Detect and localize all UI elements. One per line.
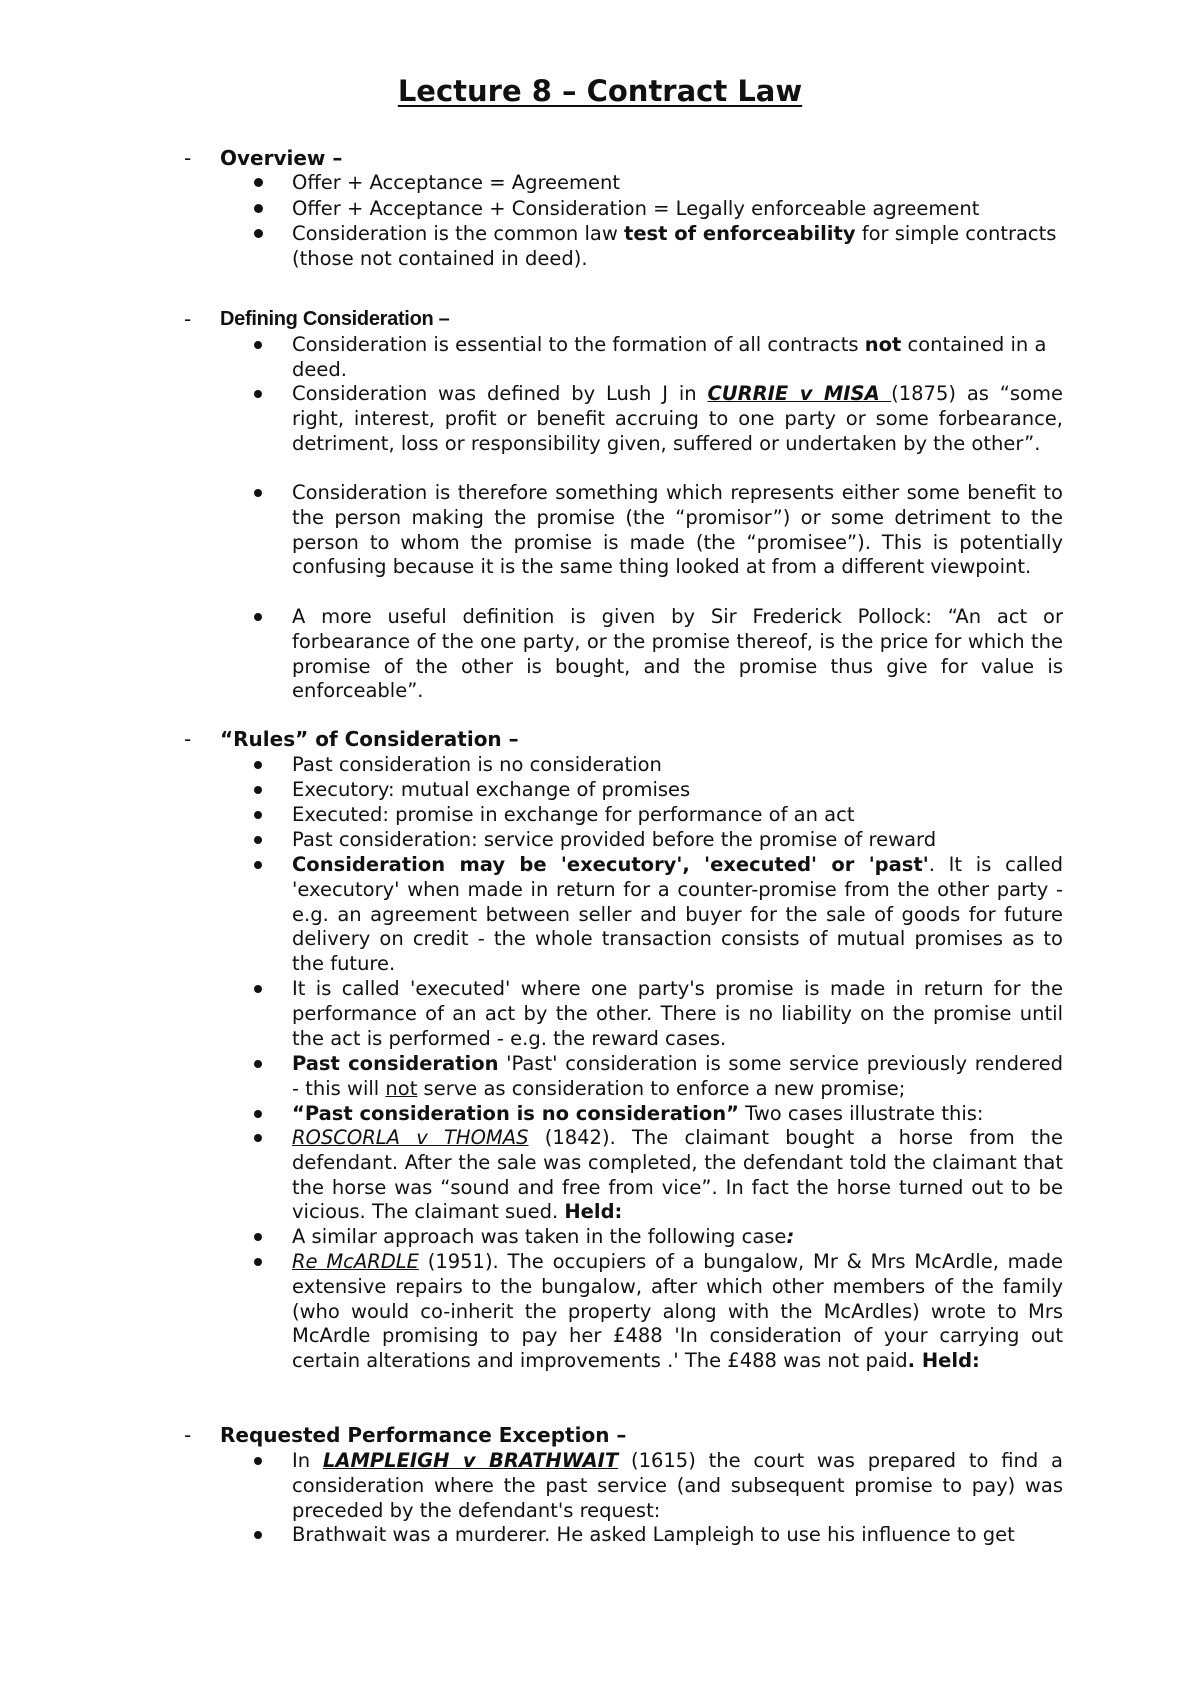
list-item: Executed: promise in exchange for performance of an act (292, 803, 1063, 828)
bullet-icon (254, 204, 263, 213)
heading-label: Overview – (220, 146, 343, 170)
list-item: Past consideration: service provided before the promise of reward (292, 828, 1063, 853)
bullet-icon (254, 1233, 262, 1241)
case-name: ROSCORLA v THOMAS (292, 1126, 529, 1149)
list-item: Re McARDLE (1951). The occupiers of a bungalow, Mr & Mrs McArdle, made extensive repairs to the bungalow, after which other members of the family (who would co-inherit the property along with the McArdles) wrote to Mrs McArdle promising to pay her £488 'In consideration of your carrying out certain alterations and improvements .' The £488 was not paid. Held: (292, 1250, 1063, 1374)
list-item: Consideration was defined by Lush J in CURRIE v MISA (1875) as “some right, interest, profit or benefit accruing to one party or some forbearance, detriment, loss or responsibility given, suffered or undertaken by the other”. (292, 382, 1063, 456)
bullet-icon (254, 1531, 262, 1539)
list-item: Consideration is therefore something which represents either some benefit to the person making the promise (the “promisor”) or some detriment to the person to whom the promise is made (the “promisee”). This is potentially confusing because it is the same thing looked at from a different viewpoint. (292, 481, 1063, 580)
list-item: A similar approach was taken in the following case: (292, 1225, 1063, 1250)
list-item: Past consideration is no consideration (292, 753, 1063, 778)
list-item: Consideration is essential to the formation of all contracts not contained in a deed. (292, 333, 1063, 383)
bullet-icon (254, 1134, 262, 1142)
bullet-icon (254, 613, 262, 621)
dash-marker: - (184, 146, 192, 170)
list-item: Consideration is the common law test of enforceability for simple contracts (those not contained in deed). (292, 222, 1063, 272)
list-item: In LAMPLEIGH v BRATHWAIT (1615) the court was prepared to find a consideration where the past service (and subsequent promise to pay) was preceded by the defendant's request: (292, 1449, 1063, 1523)
heading-label: “Rules” of Consideration – (220, 727, 519, 751)
list-item: Offer + Acceptance = Agreement (292, 171, 1063, 196)
bullet-icon (254, 489, 262, 497)
case-name: LAMPLEIGH v BRATHWAIT (322, 1449, 619, 1472)
bullet-icon (254, 811, 262, 819)
bullet-icon (254, 1110, 262, 1118)
bullet-icon (254, 178, 263, 187)
bullet-icon (254, 786, 262, 794)
heading-label: Requested Performance Exception – (220, 1423, 627, 1447)
list-item: “Past consideration is no consideration” Two cases illustrate this: (292, 1102, 1063, 1127)
bullet-icon (254, 761, 262, 769)
case-name: CURRIE v MISA (707, 382, 892, 405)
list-item: Past consideration 'Past' consideration is some service previously rendered - this will not serve as consideration to enforce a new promise; (292, 1052, 1063, 1102)
bullet-icon (254, 390, 262, 398)
list-item: Offer + Acceptance + Consideration = Legally enforceable agreement (292, 197, 1063, 222)
case-name: Re McARDLE (292, 1250, 419, 1273)
bullet-icon (254, 836, 262, 844)
bullet-icon (254, 1060, 262, 1068)
page-title: Lecture 8 – Contract Law (397, 74, 803, 108)
bullet-icon (254, 341, 262, 349)
bullet-icon (254, 1457, 262, 1465)
bullet-icon (254, 861, 262, 869)
dash-marker: - (184, 307, 192, 331)
list-item: ROSCORLA v THOMAS (1842). The claimant bought a horse from the defendant. After the sale was completed, the defendant told the claimant that the horse was “sound and free from vice”. In fact the horse turned out to be vicious. The claimant sued. Held: (292, 1126, 1063, 1225)
heading-label: Defining Consideration – (220, 308, 450, 330)
bullet-icon (254, 1258, 262, 1266)
list-item: Executory: mutual exchange of promises (292, 778, 1063, 803)
list-item: It is called 'executed' where one party's promise is made in return for the performance of an act by the other. There is no liability on the promise until the act is performed - e.g. the reward cases. (292, 977, 1063, 1051)
bullet-icon (254, 985, 262, 993)
dash-marker: - (184, 727, 192, 751)
list-item: Consideration may be 'executory', 'executed' or 'past'. It is called 'executory' when made in return for a counter-promise from the other party - e.g. an agreement between seller and buyer for the sale of goods for future delivery on credit - the whole transaction consists of mutual promises as to the future. (292, 853, 1063, 977)
bullet-icon (254, 229, 263, 238)
dash-marker: - (184, 1423, 192, 1447)
list-item: A more useful definition is given by Sir Frederick Pollock: “An act or forbearance of the one party, or the promise thereof, is the price for which the promise of the other is bought, and the promise thus give for value is enforceable”. (292, 605, 1063, 704)
list-item: Brathwait was a murderer. He asked Lampleigh to use his influence to get (292, 1523, 1063, 1548)
